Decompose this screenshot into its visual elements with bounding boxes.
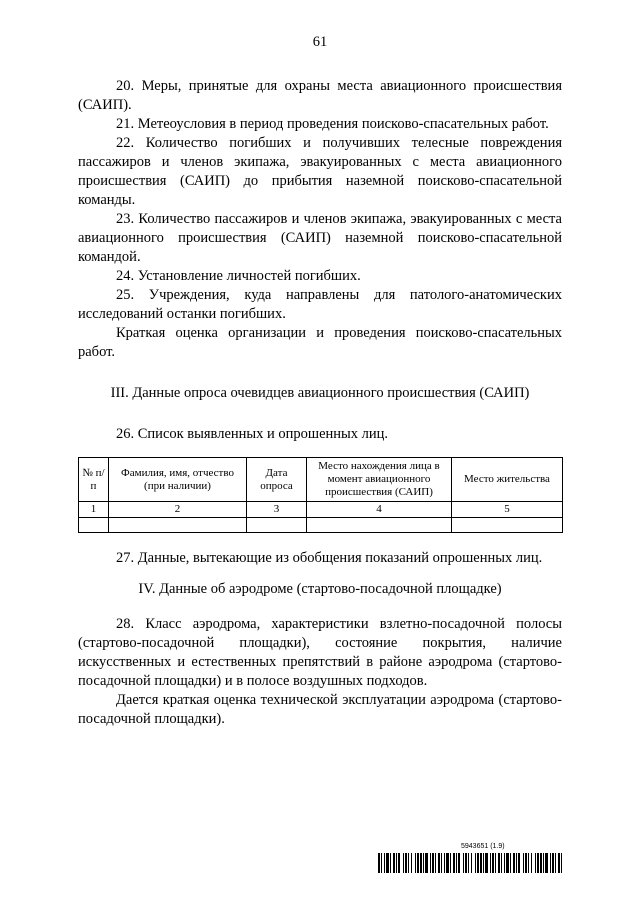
table-header-cell: № п/п xyxy=(79,458,109,502)
barcode-label: 5943651 (1.9) xyxy=(461,843,505,850)
table-cell xyxy=(109,518,247,533)
paragraph-aerodrome-summary: Дается краткая оценка технической эксплуатации аэродрома (стартово-посадочной площадки). xyxy=(78,692,562,727)
table-header-row xyxy=(79,458,563,502)
table-header-cell: Место жительства xyxy=(452,458,563,502)
table-cell xyxy=(79,518,109,533)
table-cell xyxy=(452,518,563,533)
table-cell: 1 xyxy=(79,502,109,518)
table-cell xyxy=(307,518,452,533)
table-empty-row xyxy=(79,518,563,533)
table-cell: 4 xyxy=(307,502,452,518)
paragraph-item-22: 22. Количество погибших и получивших телесные повреждения пассажиров и членов экипажа, эвакуированных с места авиационного происшествия (САИП) до прибытия наземной поисково-спасательной команды. xyxy=(78,135,562,208)
paragraph-item-25: 25. Учреждения, куда направлены для патолого-анатомических исследований останки погибших. xyxy=(78,287,562,322)
table-cell: 5 xyxy=(452,502,563,518)
section-3-heading: III. Данные опроса очевидцев авиационного происшествия (САИП) xyxy=(110,385,530,401)
section-4-heading: IV. Данные об аэродроме (стартово-посадочной площадке) xyxy=(138,581,502,597)
table-header-cell: Фамилия, имя, отчество (при наличии) xyxy=(109,458,247,502)
table-number-row xyxy=(79,502,563,518)
paragraph-search-rescue-summary: Краткая оценка организации и проведения поисково-спасательных работ. xyxy=(78,325,562,360)
table-cell: 2 xyxy=(109,502,247,518)
table-header-cell: Место нахождения лица в момент авиационного происшествия (САИП) xyxy=(307,458,452,502)
paragraph-item-20: 20. Меры, принятые для охраны места авиационного происшествия (САИП). xyxy=(78,78,562,113)
paragraph-item-27: 27. Данные, вытекающие из обобщения показаний опрошенных лиц. xyxy=(116,550,543,566)
paragraph-item-26: 26. Список выявленных и опрошенных лиц. xyxy=(116,426,389,442)
paragraph-item-21: 21. Метеоусловия в период проведения поисково-спасательных работ. xyxy=(116,116,549,132)
paragraph-item-24: 24. Установление личностей погибших. xyxy=(116,268,361,284)
table-header-cell: Дата опроса xyxy=(247,458,307,502)
table-cell: 3 xyxy=(247,502,307,518)
witness-table xyxy=(78,457,563,533)
table-cell xyxy=(247,518,307,533)
page-number: 61 xyxy=(312,34,328,50)
document-body xyxy=(78,77,562,729)
paragraph-item-28: 28. Класс аэродрома, характеристики взлетно-посадочной полосы (стартово-посадочной площадки), состояние покрытия, наличие искусственных и естественных препятствий в районе аэродрома (стартово-посадочной площадки) и в полосе воздушных подходов. xyxy=(78,616,562,689)
paragraph-item-23: 23. Количество пассажиров и членов экипажа, эвакуированных с места авиационного происшествия (САИП) наземной поисково-спасательной командой. xyxy=(78,211,562,265)
barcode-icon xyxy=(378,853,564,873)
